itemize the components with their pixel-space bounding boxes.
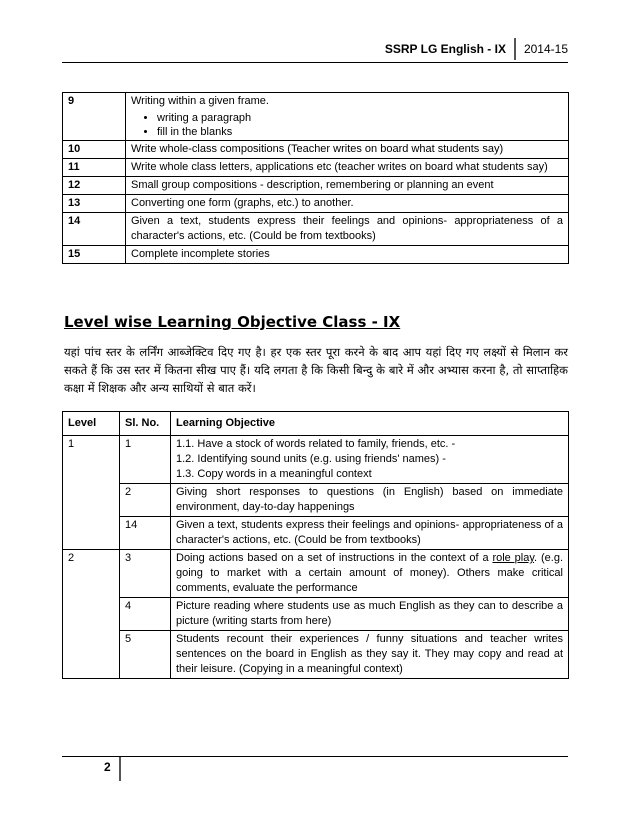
objective-line: 1.3. Copy words in a meaningful context: [176, 468, 372, 480]
page-number: 2: [104, 760, 111, 774]
row-text-main: Writing within a given frame.: [131, 95, 269, 107]
sl-cell: 5: [120, 631, 171, 679]
table-row: [63, 195, 569, 213]
table-header-row: [63, 412, 569, 436]
table-row: [63, 246, 569, 264]
row-text: Given a text, students express their feelings and opinions- appropriateness of a character's actions, etc. (Could be from textbooks): [126, 213, 569, 246]
objective-cell: [171, 550, 569, 598]
sl-cell: 1: [120, 436, 171, 484]
objective-text-pre: Doing actions based on a set of instructions in the context of a: [176, 552, 493, 564]
objective-cell: Students recount their experiences / funny situations and teacher writes sentences on the board in English as they say it. They may copy and read at their leisure. (Copying in a meaningful context): [171, 631, 569, 679]
footer-separator: [119, 757, 121, 781]
table-row: [63, 141, 569, 159]
sl-cell: 14: [120, 517, 171, 550]
row-number: 13: [63, 195, 126, 213]
table-row: [63, 550, 569, 598]
table-row: [63, 93, 569, 141]
list-item: • fill in the blanks: [157, 125, 563, 139]
row-number: 11: [63, 159, 126, 177]
footer-rule: [62, 756, 568, 757]
row-text: Converting one form (graphs, etc.) to another.: [126, 195, 569, 213]
row-number: 9: [63, 93, 126, 141]
sl-cell: 4: [120, 598, 171, 631]
header-objective: Learning Objective: [171, 412, 569, 436]
header-sl-no: Sl. No.: [120, 412, 171, 436]
objective-text-underlined: role play: [492, 552, 535, 564]
row-text: Complete incomplete stories: [126, 246, 569, 264]
learning-objectives-table: [62, 411, 569, 679]
level-cell: 2: [63, 550, 120, 679]
row-text: Write whole class letters, applications etc (teacher writes on board what students say): [126, 159, 569, 177]
row-text: [126, 93, 569, 141]
table-row: [63, 484, 569, 517]
table-row: [63, 436, 569, 484]
row-text: Write whole-class compositions (Teacher writes on board what students say): [126, 141, 569, 159]
bullet-list: [131, 111, 563, 139]
header-rule: [62, 62, 568, 63]
table-row: [63, 598, 569, 631]
table-row: [63, 159, 569, 177]
objective-line: 1.1. Have a stock of words related to family, friends, etc. -: [176, 438, 456, 450]
row-number: 15: [63, 246, 126, 264]
section-title: Level wise Learning Objective Class - IX: [64, 313, 401, 331]
row-number: 10: [63, 141, 126, 159]
row-number: 14: [63, 213, 126, 246]
objective-text-post: . (e.g. going to market with a certain amount of money). Others make critical comments, evaluate the performance: [176, 552, 563, 594]
objective-cell: Given a text, students express their feelings and opinions- appropriateness of a character's actions, etc. (Could be from textbooks): [171, 517, 569, 550]
sl-cell: 2: [120, 484, 171, 517]
header-title: SSRP LG English - IX: [384, 42, 506, 56]
row-text: Small group compositions - description, remembering or planning an event: [126, 177, 569, 195]
objective-cell: [171, 436, 569, 484]
objective-cell: Giving short responses to questions (in English) based on immediate environment, day-to-day happenings: [171, 484, 569, 517]
sl-cell: 3: [120, 550, 171, 598]
table-row: [63, 631, 569, 679]
objective-cell: Picture reading where students use as much English as they can to describe a picture (writing starts from here): [171, 598, 569, 631]
table-row: [63, 517, 569, 550]
page-header: [385, 38, 568, 60]
row-number: 12: [63, 177, 126, 195]
activities-table: [62, 92, 569, 264]
hindi-paragraph: यहां पांच स्तर के लर्निंग आब्जेक्टिव दिए गए है। हर एक स्तर पूरा करने के बाद आप यहां दिए गए लक्ष्यों से मिलान कर सकते हैं कि उस स्तर में कितना सीख पाए हैं। यदि लगता है कि किसी बिन्दु के बारे में और अभ्यास करना है, तो साप्ताहिक कक्षा में शिक्षक और अन्य साथियों से बात करें।: [64, 345, 568, 395]
list-item: • writing a paragraph: [157, 111, 563, 125]
header-year: 2014-15: [523, 42, 568, 56]
level-cell: 1: [63, 436, 120, 550]
table-row: [63, 213, 569, 246]
header-level: Level: [63, 412, 120, 436]
objective-line: 1.2. Identifying sound units (e.g. using friends' names) -: [176, 453, 446, 465]
table-row: [63, 177, 569, 195]
